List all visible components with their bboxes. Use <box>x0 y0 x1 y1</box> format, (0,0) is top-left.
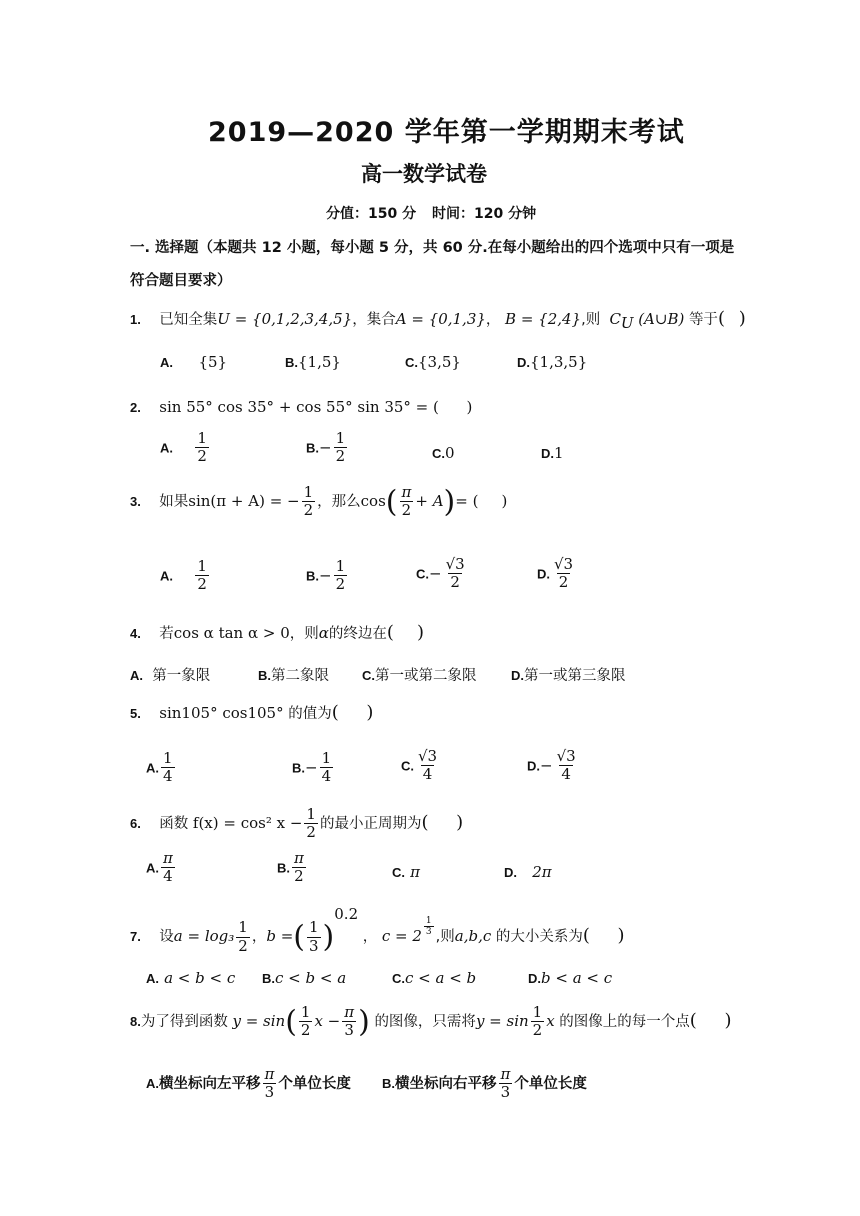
paren: ( <box>293 919 305 955</box>
denominator: 4 <box>163 767 173 786</box>
answer-blank: ) <box>617 925 625 946</box>
option-label: C. <box>401 758 414 774</box>
question-text: 等于 <box>688 312 718 328</box>
answer-blank: ) <box>416 622 425 643</box>
fraction <box>161 850 175 886</box>
fraction <box>307 919 321 955</box>
option-label: A. <box>130 668 143 683</box>
numerator: 1 <box>335 429 346 447</box>
denominator: 2 <box>303 501 314 520</box>
option-value: 第二象限 <box>271 668 329 684</box>
option-label: D. <box>541 446 554 461</box>
option-value: {1,5} <box>298 353 341 371</box>
option-label: C. <box>432 446 445 461</box>
numerator: √3 <box>418 747 438 765</box>
numerator: 1 <box>163 749 173 767</box>
option-label: D. <box>504 865 517 880</box>
math: cos <box>360 491 386 510</box>
paren: ) <box>443 484 456 520</box>
numerator: 1 <box>300 1003 311 1021</box>
option-value: 0 <box>445 444 455 462</box>
denominator: 3 <box>264 1083 275 1102</box>
math: U <box>620 313 634 332</box>
option-value: a < b < c <box>164 969 236 987</box>
option-label: D. <box>537 566 550 582</box>
option-label: B. <box>306 440 319 456</box>
denominator: 3 <box>425 927 432 938</box>
sign: − <box>429 564 442 583</box>
numerator: π <box>294 849 304 867</box>
answer-blank: ( <box>582 925 590 946</box>
option-label: B. <box>285 355 298 370</box>
numerator: 1 <box>197 429 207 447</box>
denominator: 2 <box>197 575 207 594</box>
option-value: c < b < a <box>275 969 347 987</box>
option-value: 第一或第三象限 <box>524 668 626 684</box>
option <box>362 664 477 685</box>
option <box>146 750 177 786</box>
option <box>160 352 227 371</box>
question-number: 5. <box>130 706 141 721</box>
option <box>392 968 476 987</box>
option <box>146 850 177 886</box>
fraction <box>552 556 575 592</box>
option-label: A. <box>160 568 173 584</box>
question-text: 的最小正周期为 <box>319 815 422 832</box>
denominator: 2 <box>558 573 569 592</box>
answer-blank: ( <box>689 1009 697 1031</box>
numerator: √3 <box>556 747 576 765</box>
math: B = {2,4} <box>505 310 582 328</box>
option <box>405 352 461 371</box>
question-text: 设 <box>159 929 174 945</box>
option-label: C. <box>392 865 405 880</box>
math: a = log₃ <box>173 927 235 945</box>
math: sin105° cos105° <box>159 704 284 722</box>
question-text: 的图像，只需将 <box>374 1013 476 1030</box>
section-heading: 一. 选择题（本题共 12 小题，每小题 5 分，共 60 分.在每小题给出的四个选项中只有一项是 <box>130 240 735 256</box>
fraction <box>292 850 306 886</box>
math: C <box>609 310 621 328</box>
question-7 <box>130 905 625 955</box>
question-number: 2. <box>130 400 141 415</box>
option <box>285 352 341 371</box>
question-number: 6. <box>130 815 141 831</box>
fraction <box>161 750 175 786</box>
question-text: 函数 <box>159 815 189 832</box>
answer-blank: ) <box>456 811 464 833</box>
answer-blank: ( <box>386 622 394 643</box>
option-value: {3,5} <box>418 353 461 371</box>
question-text: ， <box>485 312 501 328</box>
question-4 <box>130 622 424 643</box>
fraction <box>334 430 348 466</box>
fraction <box>304 806 318 842</box>
option <box>401 748 441 784</box>
numerator: 1 <box>321 749 332 767</box>
option-label: C. <box>405 355 418 370</box>
option <box>537 556 577 592</box>
option-label: A. <box>160 355 173 370</box>
math: U = {0,1,2,3,4,5} <box>217 310 353 328</box>
denominator: 2 <box>238 936 248 955</box>
time-info: 时间：120 分钟 <box>432 206 537 222</box>
math: c = 2 <box>381 927 422 945</box>
option-value: 2π <box>532 863 552 881</box>
option-value: {5} <box>198 353 228 371</box>
question-text: ， <box>251 929 267 945</box>
option-label: A. <box>160 440 173 456</box>
question-text: ，则 <box>289 626 319 642</box>
option-label: A. <box>146 971 159 986</box>
denominator: 4 <box>561 765 571 784</box>
option <box>306 430 349 466</box>
option-label: D. <box>528 971 541 986</box>
denominator: 3 <box>309 936 319 955</box>
question-text: 的大小关系为 <box>495 929 583 945</box>
exam-subtitle: 高一数学试卷 <box>361 162 487 186</box>
numerator: 1 <box>425 916 432 926</box>
question-3 <box>130 484 507 520</box>
option-value: π <box>410 863 420 881</box>
denominator: 2 <box>532 1021 543 1040</box>
option <box>382 1066 587 1102</box>
option-value: {1,3,5} <box>530 353 588 371</box>
numerator: 1 <box>335 557 346 575</box>
numerator: 1 <box>238 918 248 937</box>
option-value: c < a < b <box>405 969 477 987</box>
option-label: B. <box>262 971 275 986</box>
paren: ( <box>285 1004 297 1040</box>
option <box>541 443 564 462</box>
question-text: 为了得到函数 <box>140 1013 228 1030</box>
denominator: 4 <box>163 867 173 886</box>
option <box>517 352 587 371</box>
option-label: D. <box>517 355 530 370</box>
numerator: 1 <box>303 483 314 501</box>
score-info: 分值：150 分 <box>326 206 417 222</box>
answer-blank: ) <box>501 491 508 510</box>
math: b = <box>266 927 294 945</box>
numerator: √3 <box>445 555 465 573</box>
answer-blank: ( <box>717 308 725 329</box>
option-text: 横坐标向右平移 <box>395 1075 497 1092</box>
sign: − <box>319 438 332 457</box>
fraction <box>400 484 414 520</box>
numerator: π <box>500 1065 511 1083</box>
question-5 <box>130 702 373 723</box>
math: (A∪B) <box>638 310 685 328</box>
option-text: 横坐标向左平移 <box>159 1075 261 1092</box>
question-number: 3. <box>130 493 141 509</box>
denominator: 4 <box>422 765 433 784</box>
fraction <box>444 556 467 592</box>
option <box>277 850 308 886</box>
fraction <box>195 558 209 594</box>
fraction <box>555 748 578 784</box>
option <box>392 862 420 881</box>
fraction <box>299 1004 313 1040</box>
denominator: 2 <box>335 575 346 594</box>
fraction <box>531 1004 545 1040</box>
answer-blank: ) <box>466 398 473 416</box>
math: cos α tan α > 0 <box>173 624 290 642</box>
answer-blank: ) <box>724 1009 732 1031</box>
option-value: 1 <box>554 444 564 462</box>
numerator: π <box>264 1065 275 1083</box>
option-text: 个单位长度 <box>514 1075 587 1092</box>
option-label: A. <box>146 1075 159 1091</box>
math: A = {0,1,3} <box>395 310 486 328</box>
answer-blank: ) <box>738 308 746 329</box>
fraction <box>302 484 316 520</box>
question-text: 的终边在 <box>328 626 387 642</box>
fraction <box>236 919 250 955</box>
section-heading-cont: 符合题目要求） <box>130 273 232 289</box>
math: x − <box>314 1011 341 1030</box>
denominator: 4 <box>321 767 332 786</box>
fraction <box>499 1066 513 1102</box>
fraction <box>320 750 334 786</box>
option <box>160 430 211 466</box>
denominator: 2 <box>300 1021 311 1040</box>
numerator: √3 <box>554 555 574 573</box>
answer-blank: ) <box>366 702 374 723</box>
option <box>130 664 210 685</box>
fraction <box>195 430 209 466</box>
option-label: B. <box>258 668 271 683</box>
sign: − <box>305 758 318 777</box>
math: f(x) = cos² x − <box>192 813 303 832</box>
question-2 <box>130 398 472 416</box>
option-text: 个单位长度 <box>278 1075 351 1092</box>
question-number: 7. <box>130 929 141 944</box>
option-label: B. <box>277 860 290 876</box>
fraction <box>334 558 348 594</box>
option <box>527 748 580 784</box>
numerator: π <box>401 483 412 501</box>
denominator: 2 <box>450 573 460 592</box>
question-text: 的图像上的每一个点 <box>559 1013 690 1030</box>
option-label: D. <box>527 758 540 774</box>
denominator: 2 <box>197 447 207 466</box>
option <box>306 558 349 594</box>
option-label: A. <box>146 760 159 776</box>
option-label: B. <box>382 1075 395 1091</box>
option <box>432 443 455 462</box>
question-1 <box>130 308 746 332</box>
exponent: 0.2 <box>334 905 359 923</box>
denominator: 2 <box>306 823 316 842</box>
exponent-fraction <box>424 916 434 938</box>
question-number: 8. <box>130 1013 141 1029</box>
denominator: 2 <box>335 447 346 466</box>
option <box>146 968 235 987</box>
option <box>146 1066 351 1102</box>
option-label: C. <box>392 971 405 986</box>
denominator: 3 <box>500 1083 511 1102</box>
denominator: 2 <box>294 867 304 886</box>
option <box>160 558 211 594</box>
sign: − <box>319 566 332 585</box>
paren: ) <box>322 919 335 955</box>
option-label: B. <box>306 568 319 584</box>
math: = ( <box>455 491 479 510</box>
answer-blank: ( <box>421 811 429 833</box>
option-value: 第一或第二象限 <box>375 668 477 684</box>
option-label: C. <box>362 668 375 683</box>
option-label: D. <box>511 668 524 683</box>
math: sin(π + A) = − <box>188 491 300 510</box>
numerator: π <box>344 1003 355 1021</box>
paren: ( <box>385 484 398 520</box>
numerator: 1 <box>197 557 207 575</box>
sign: − <box>540 756 553 775</box>
option-label: A. <box>146 860 159 876</box>
question-text: ，那么 <box>317 493 361 510</box>
fraction <box>416 748 439 784</box>
math: a,b,c <box>454 927 492 945</box>
option-label: B. <box>292 760 305 776</box>
option <box>292 750 335 786</box>
option <box>416 556 469 592</box>
question-number: 1. <box>130 312 141 327</box>
math: sin 55° cos 35° + cos 55° sin 35° = ( <box>159 398 439 416</box>
option <box>511 664 626 685</box>
numerator: 1 <box>532 1003 543 1021</box>
exam-title: 2019—2020 学年第一学期期末考试 <box>208 117 685 148</box>
numerator: 1 <box>306 805 316 823</box>
question-text: ,则 <box>435 929 455 945</box>
question-text: 的值为 <box>288 706 332 722</box>
fraction <box>342 1004 356 1040</box>
question-text: ,则 <box>581 312 601 328</box>
option-value: b < a < c <box>541 969 613 987</box>
question-text: ， <box>362 929 378 945</box>
question-6 <box>130 806 463 842</box>
answer-blank: ( <box>331 702 339 723</box>
math: x <box>546 1011 555 1030</box>
question-text: 若 <box>159 626 174 642</box>
option <box>504 862 552 881</box>
question-text: 已知全集 <box>159 312 218 328</box>
question-text: 如果 <box>159 493 189 510</box>
numerator: 1 <box>309 918 319 937</box>
denominator: 2 <box>401 501 412 520</box>
numerator: π <box>163 849 173 867</box>
denominator: 3 <box>344 1021 354 1040</box>
question-8 <box>130 1004 732 1040</box>
fraction <box>263 1066 277 1102</box>
option <box>528 968 612 987</box>
option-value: 第一象限 <box>152 668 211 684</box>
option-label: C. <box>416 566 429 582</box>
math: y = sin <box>475 1011 529 1030</box>
math: y = sin <box>232 1011 286 1030</box>
question-text: ，集合 <box>352 312 396 328</box>
option <box>262 968 346 987</box>
math: + A <box>415 491 444 510</box>
question-number: 4. <box>130 626 141 641</box>
math: α <box>318 624 329 642</box>
paren: ) <box>358 1004 370 1040</box>
option <box>258 664 329 685</box>
